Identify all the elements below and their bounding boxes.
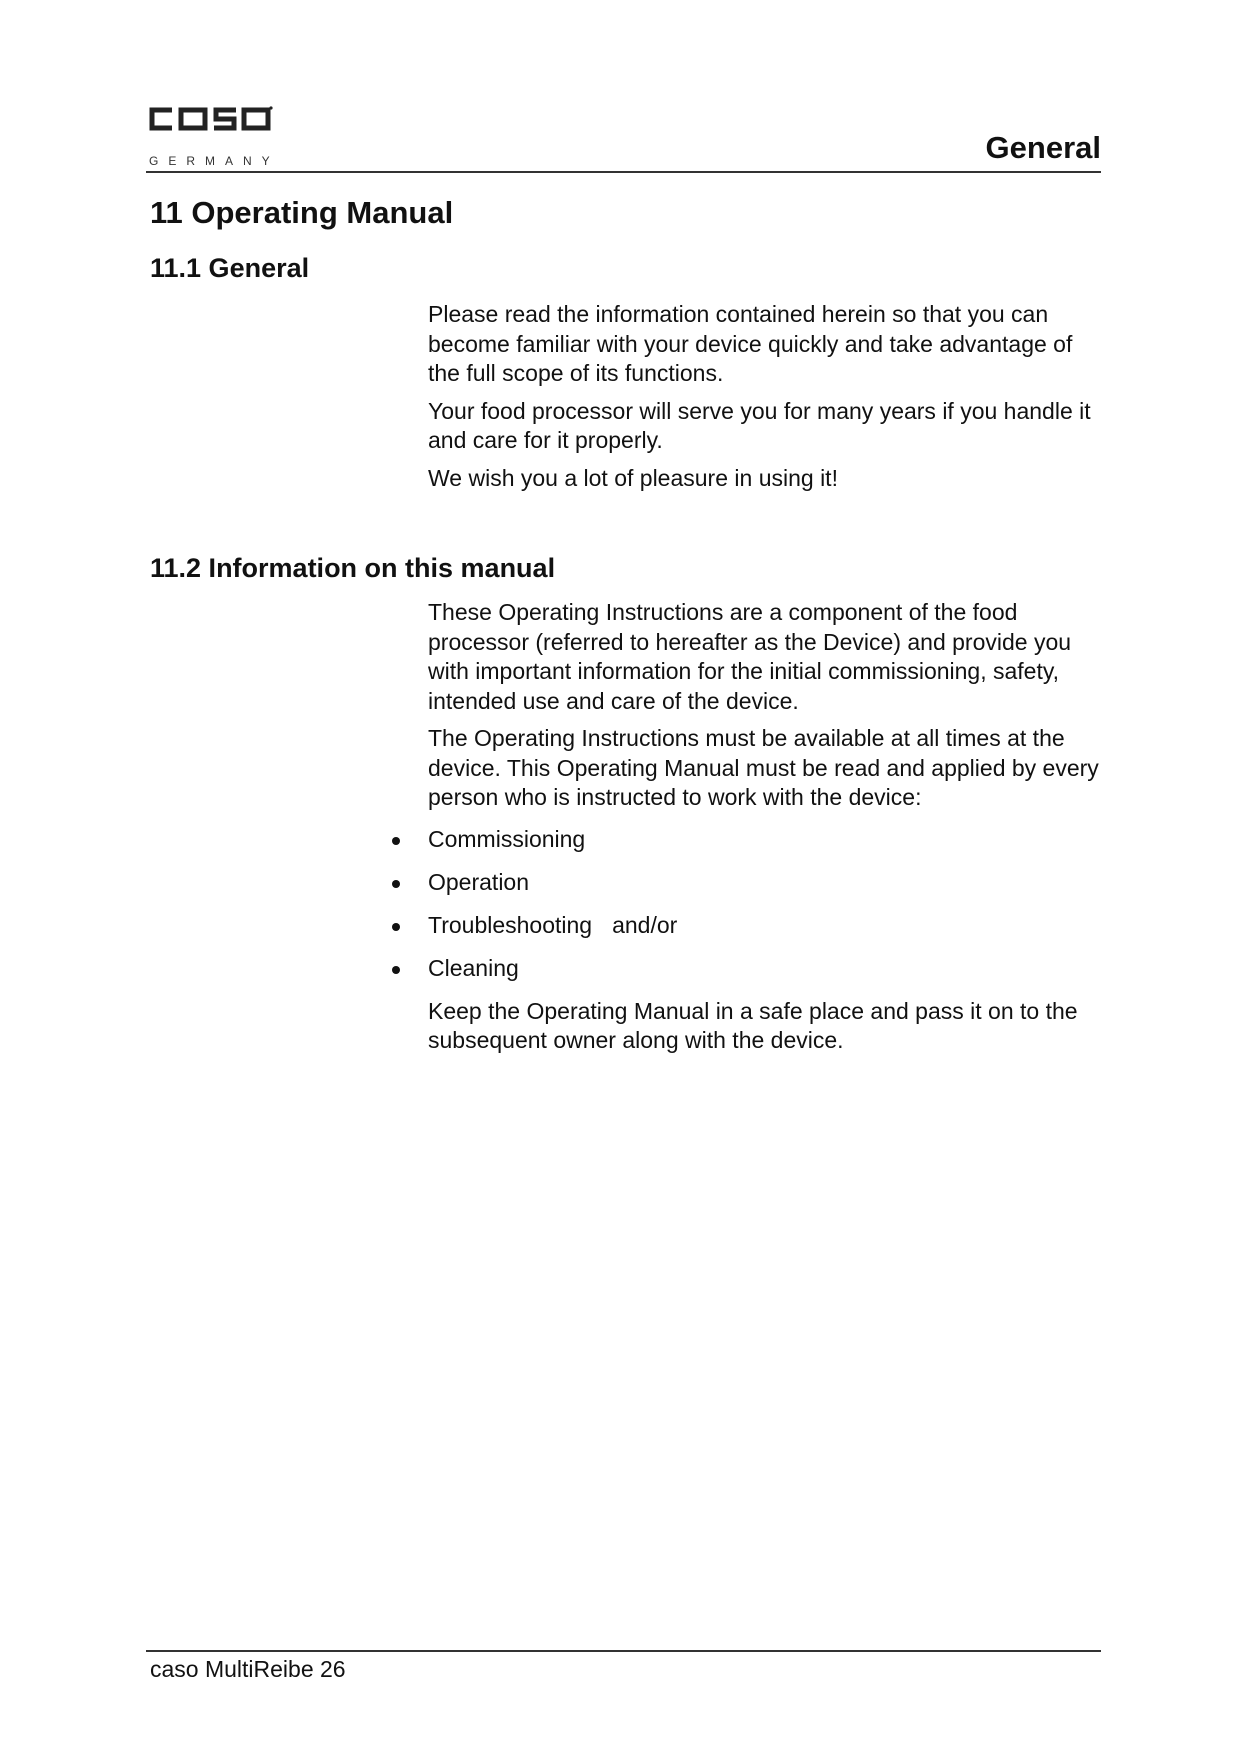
list-item: Operation — [428, 864, 1108, 907]
caso-logo — [146, 104, 280, 174]
header-divider — [146, 171, 1101, 173]
caso-logo-mark — [146, 104, 274, 134]
list-item: Cleaning — [428, 950, 1108, 993]
footer-divider — [146, 1650, 1101, 1652]
paragraph: These Operating Instructions are a component of the food processor (referred to hereafter as the Device) and provide you with important information for the initial commissioning, safety, intended use and care of the device. — [428, 599, 1072, 714]
section-general-body — [428, 300, 1108, 501]
list-item: Commissioning — [428, 821, 1108, 864]
chapter-heading: 11 Operating Manual — [150, 195, 454, 230]
bullet-icon — [392, 966, 400, 974]
bullet-icon — [392, 837, 400, 845]
bullet-list — [428, 821, 1108, 993]
paragraph: We wish you a lot of pleasure in using it! — [428, 464, 838, 491]
paragraph: Keep the Operating Manual in a safe place and pass it on to the subsequent owner along with the device. — [428, 997, 1078, 1053]
bullet-suffix: and/or — [612, 911, 678, 938]
header-title: General — [985, 130, 1101, 165]
paragraph: Please read the information contained herein so that you can become familiar with your device quickly and take advantage of the full scope of its functions. — [428, 301, 1073, 386]
section-heading-information: 11.2 Information on this manual — [150, 553, 556, 583]
section-information-body — [428, 598, 1108, 1064]
paragraph: Your food processor will serve you for many years if you handle it and care for it properly. — [428, 397, 1091, 453]
bullet-icon — [392, 923, 400, 931]
section-heading-general: 11.1 General — [150, 253, 310, 283]
footer-text: caso MultiReibe 26 — [150, 1656, 346, 1682]
bullet-icon — [392, 880, 400, 888]
logo-subtitle: GERMANY — [149, 154, 280, 168]
list-item: Troubleshooting and/or — [428, 907, 1108, 950]
paragraph: The Operating Instructions must be available at all times at the device. This Operating Manual must be read and applied by every person who is instructed to work with the device: — [428, 725, 1099, 810]
